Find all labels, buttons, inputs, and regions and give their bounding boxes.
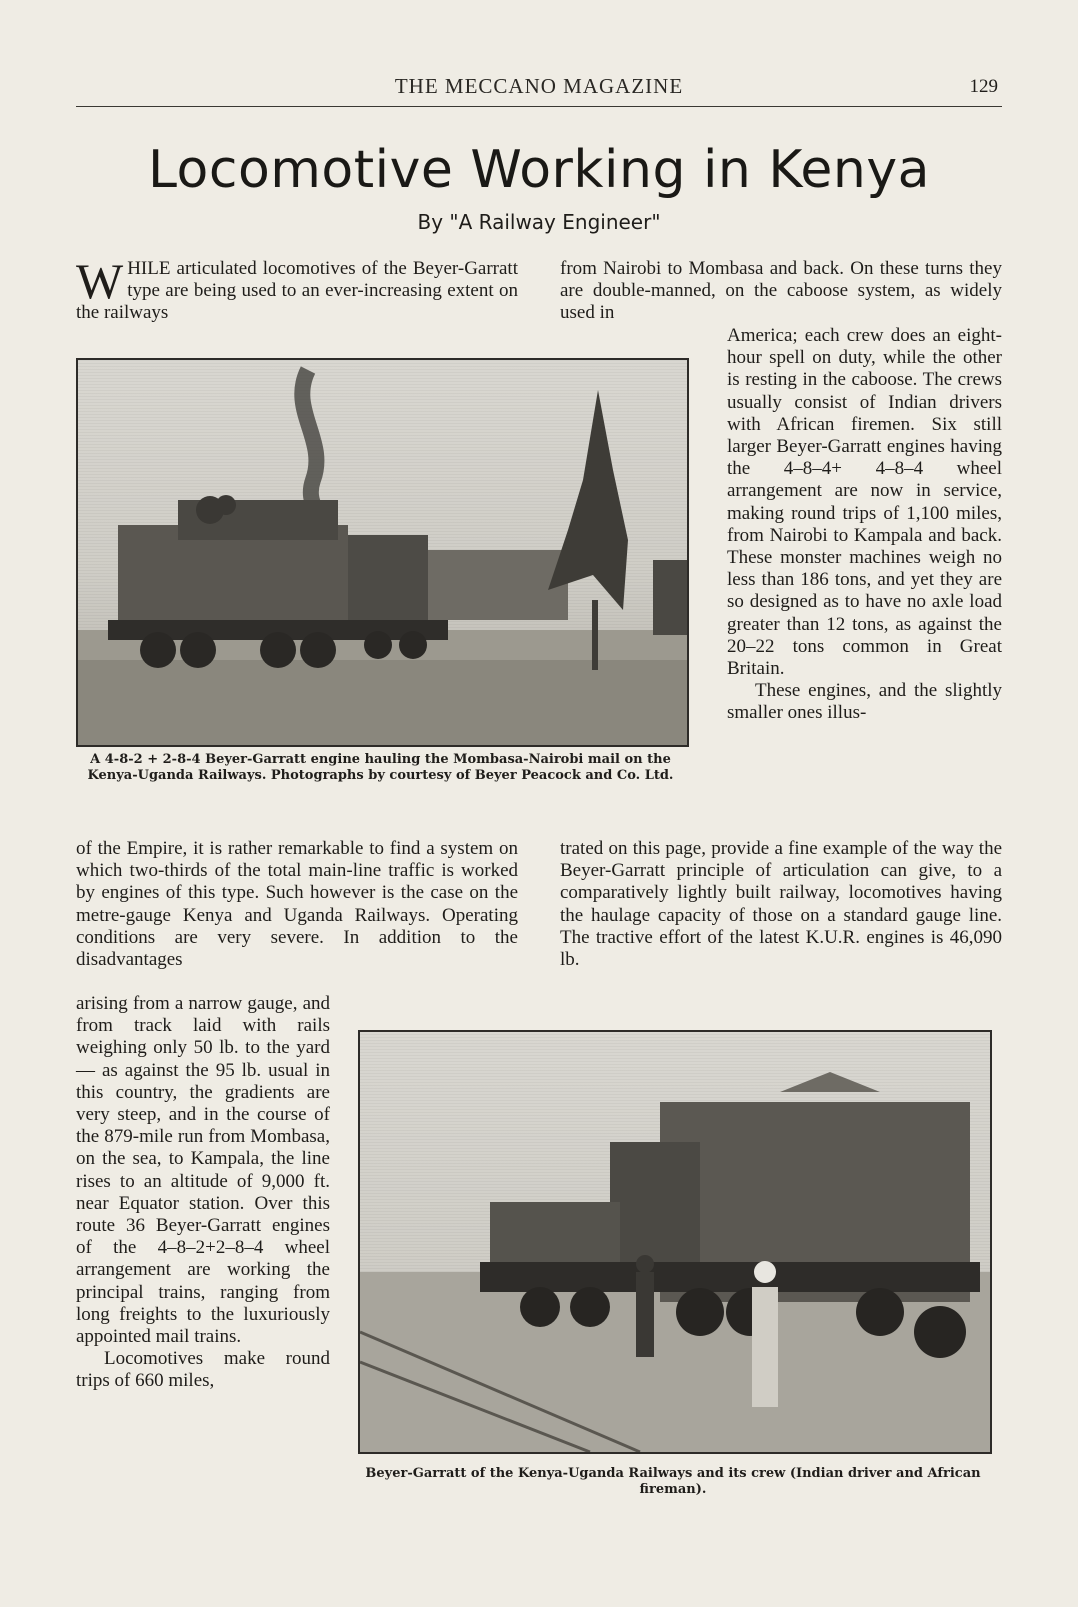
magazine-title: THE MECCANO MAGAZINE [394, 74, 684, 98]
bottom-photo-caption: Beyer-Garratt of the Kenya-Uganda Railways and its crew (Indian driver and African fireman). [365, 1466, 981, 1497]
article-title: Locomotive Working in Kenya [147, 140, 931, 200]
locomotive-train-illustration [78, 360, 687, 745]
paragraph: America; each crew does an eight-hour spell on duty, while the other is resting in the caboose. The crews usually consist of Indian drivers with African firemen. Six still larger Beyer-Garratt engines having the 4–8–4+ 4–8–4 wheel arrangement are now in service, making round trips of 1,100 miles, from Nairobi to Kampala and back. These monster machines weigh no less than 186 tons, and yet they are so designed as to have no axle load greater than 12 tons, as against the 20–22 tons common in Great Britain. [727, 325, 1002, 680]
right-column-top: from Nairobi to Mombasa and back. On these turns they are double-manned, on the caboose system, as widely used in [560, 258, 1002, 324]
right-column-wide: trated on this page, provide a fine example of the way the Beyer-Garratt principle of articulation can give, to a comparatively lightly built railway, locomotives having the haulage capacity of those on a standard gauge line. The tractive effort of the latest K.U.R. engines is 46,090 lb. [560, 838, 1002, 971]
right-column-narrow [727, 325, 1002, 725]
paragraph: Locomotives make round trips of 660 miles, [76, 1348, 330, 1392]
page-number: 129 [969, 76, 998, 97]
intro-text: HILE articulated locomotives of the Beyer-Garratt type are being used to an ever-increasing extent on the railways [76, 258, 518, 324]
left-column-narrow [76, 993, 330, 1393]
header-rule [76, 106, 1002, 107]
drop-cap: W [76, 253, 124, 309]
paragraph: These engines, and the slightly smaller ones illus- [727, 680, 1002, 724]
intro-paragraph [76, 253, 518, 325]
left-column-middle: of the Empire, it is rather remarkable to find a system on which two-thirds of the total main-line traffic is worked by engines of this type. Such however is the case on the metre-gauge Kenya and Uganda Railways. Operating conditions are very severe. In addition to the disadvantages [76, 838, 518, 971]
photo-garratt-and-crew [358, 1030, 992, 1454]
photo-garratt-mail-train [76, 358, 689, 747]
article-byline: By "A Railway Engineer" [417, 210, 661, 234]
paragraph: arising from a narrow gauge, and from track laid with rails weighing only 50 lb. to the yard— as against the 95 lb. usual in this country, the gradients are very steep, and in the course of the 879-mile run from Mombasa, on the sea, to Kampala, the line rises to an altitude of 9,000 ft. near Equator station. Over this route 36 Beyer-Garratt engines of the 4–8–2+2–8–4 wheel arrangement are working the principal trains, ranging from long freights to the luxuriously appointed mail trains. [76, 993, 330, 1348]
top-photo-caption: A 4-8-2 + 2-8-4 Beyer-Garratt engine hauling the Mombasa-Nairobi mail on the Kenya-Uganda Railways. Photographs by courtesy of Beyer Peacock and Co. Ltd. [87, 752, 674, 783]
locomotive-crew-illustration [360, 1032, 990, 1452]
